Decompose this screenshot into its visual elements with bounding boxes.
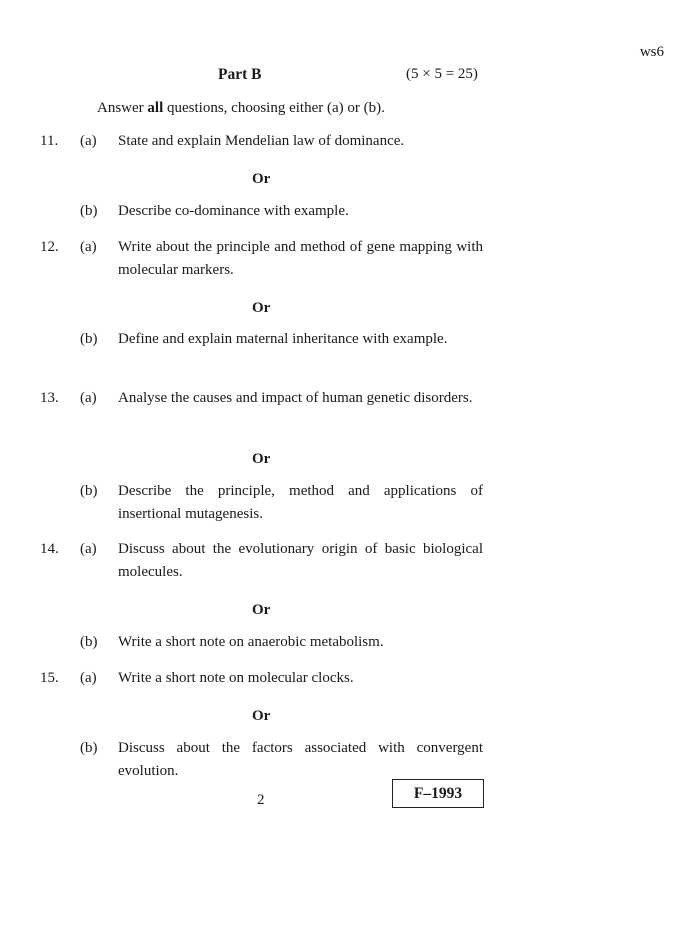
option-label: (b) — [80, 331, 98, 347]
question-number: 13. — [40, 390, 59, 406]
option-text: Write a short note on anaerobic metabolism. — [118, 634, 384, 650]
instructions-pre: Answer — [97, 100, 148, 116]
option-text: Discuss about the evolutionary origin of basic biological molecules. — [118, 541, 483, 580]
option-text: Write a short note on molecular clocks. — [118, 670, 354, 686]
paper-code: F–1993 — [413, 785, 463, 802]
or-separator: Or — [252, 451, 271, 467]
or-separator: Or — [252, 171, 271, 187]
option-label: (a) — [80, 239, 97, 255]
option-text: Write about the principle and method of gene mapping with molecular markers. — [118, 239, 483, 278]
paper-code-box — [392, 779, 484, 808]
part-heading: Part B — [218, 66, 262, 83]
option-label: (a) — [80, 670, 97, 686]
option-text: Discuss about the factors associated with convergent evolution. — [118, 740, 483, 779]
option-label: (b) — [80, 203, 98, 219]
or-separator: Or — [252, 602, 271, 618]
instructions-post: questions, choosing either (a) or (b). — [163, 100, 385, 116]
question-number: 15. — [40, 670, 59, 686]
or-separator: Or — [252, 708, 271, 724]
option-label: (a) — [80, 390, 97, 406]
option-label: (b) — [80, 740, 98, 756]
option-label: (b) — [80, 634, 98, 650]
option-label: (b) — [80, 483, 98, 499]
option-text: State and explain Mendelian law of dominance. — [118, 133, 405, 149]
option-label: (a) — [80, 541, 97, 557]
question-number: 14. — [40, 541, 59, 557]
question-number: 11. — [40, 133, 59, 149]
option-label: (a) — [80, 133, 97, 149]
option-text: Define and explain maternal inheritance with example. — [118, 331, 448, 347]
marks-allocation: (5 × 5 = 25) — [406, 66, 478, 82]
question-number: 12. — [40, 239, 59, 255]
or-separator: Or — [252, 300, 271, 316]
option-text: Analyse the causes and impact of human genetic disorders. — [118, 390, 473, 406]
instructions-bold: all — [147, 100, 164, 116]
option-text: Describe co-dominance with example. — [118, 203, 349, 219]
instructions — [97, 100, 385, 117]
option-text: Describe the principle, method and applications of insertional mutagenesis. — [118, 483, 483, 522]
corner-code: ws6 — [639, 44, 664, 60]
page-number: 2 — [257, 792, 265, 808]
